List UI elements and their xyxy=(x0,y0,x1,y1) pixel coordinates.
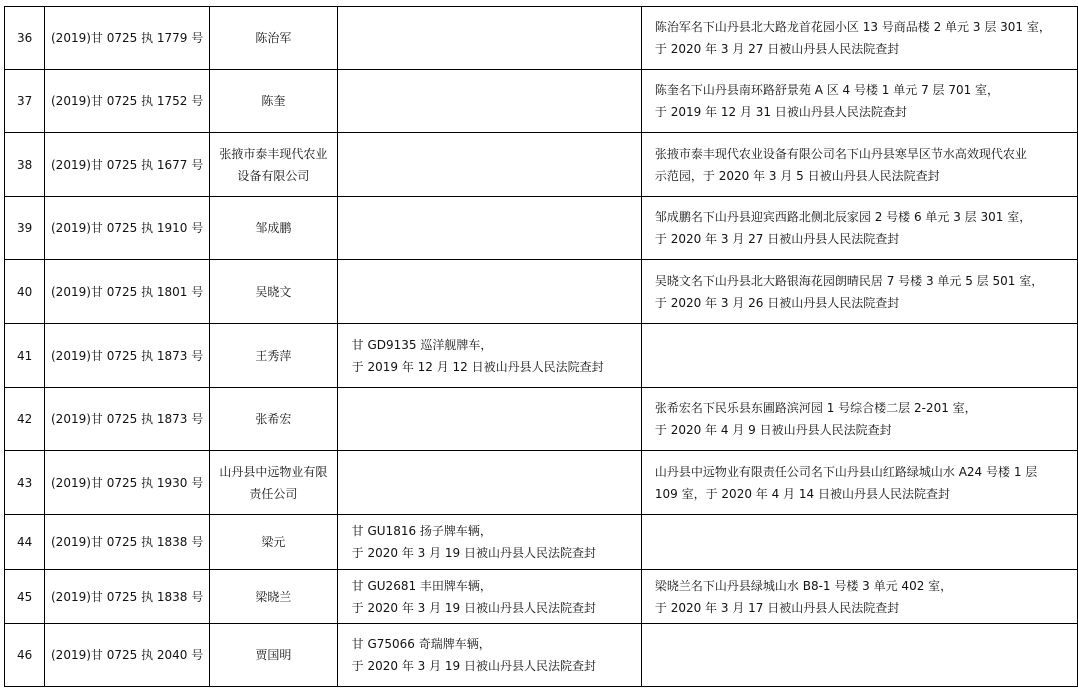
vehicle-seizure xyxy=(337,451,641,515)
property-seizure-line: 梁晓兰名下山丹县绿城山水 B8-1 号楼 3 单元 402 室， xyxy=(654,578,953,593)
table-row xyxy=(5,451,1078,515)
vehicle-seizure-line: 于 2019 年 12 月 12 日被山丹县人民法院查封 xyxy=(351,359,604,374)
property-seizure xyxy=(641,7,1077,70)
party-name-line: 梁晓兰 xyxy=(255,589,292,604)
case-number: (2019)甘 0725 执 1752 号 xyxy=(45,70,210,133)
table-row xyxy=(5,515,1078,570)
case-number: (2019)甘 0725 执 2040 号 xyxy=(45,624,210,687)
property-seizure-line: 山丹县中远物业有限责任公司名下山丹县山红路绿城山水 A24 号楼 1 层 xyxy=(654,464,1038,479)
property-seizure xyxy=(641,624,1077,687)
vehicle-seizure-line: 甘 GU1816 扬子牌车辆， xyxy=(351,524,492,538)
property-seizure xyxy=(641,324,1077,388)
vehicle-seizure-line: 甘 GD9135 巡洋舰牌车， xyxy=(351,337,493,352)
party-name-line: 梁元 xyxy=(261,535,286,549)
vehicle-seizure xyxy=(337,515,641,570)
party-name-line: 设备有限公司 xyxy=(237,168,310,183)
table-row xyxy=(5,624,1078,687)
row-number: 45 xyxy=(5,570,45,624)
party-name xyxy=(210,133,338,197)
property-seizure-line: 于 2020 年 3 月 17 日被山丹县人民法院查封 xyxy=(654,600,900,615)
party-name xyxy=(210,388,338,451)
table-row xyxy=(5,70,1078,133)
property-seizure-line: 邹成鹏名下山丹县迎宾西路北侧北辰家园 2 号楼 6 单元 3 层 301 室， xyxy=(654,210,1032,224)
property-seizure-line: 于 2020 年 3 月 27 日被山丹县人民法院查封 xyxy=(654,42,900,56)
party-name xyxy=(210,624,338,687)
property-seizure xyxy=(641,388,1077,451)
property-seizure-line: 吴晓文名下山丹县北大路银海花园朗晴民居 7 号楼 3 单元 5 层 501 室， xyxy=(654,273,1044,288)
row-number: 37 xyxy=(5,70,45,133)
case-number: (2019)甘 0725 执 1779 号 xyxy=(45,7,210,70)
table-row xyxy=(5,133,1078,197)
case-number: (2019)甘 0725 执 1677 号 xyxy=(45,133,210,197)
case-number: (2019)甘 0725 执 1838 号 xyxy=(45,570,210,624)
vehicle-seizure xyxy=(337,70,641,133)
table-body xyxy=(5,7,1078,687)
property-seizure xyxy=(641,451,1077,515)
party-name xyxy=(210,570,338,624)
row-number: 41 xyxy=(5,324,45,388)
vehicle-seizure xyxy=(337,624,641,687)
row-number: 39 xyxy=(5,197,45,260)
table-row xyxy=(5,197,1078,260)
vehicle-seizure-line: 于 2020 年 3 月 19 日被山丹县人民法院查封 xyxy=(351,659,596,673)
property-seizure-line: 于 2020 年 3 月 26 日被山丹县人民法院查封 xyxy=(654,295,900,310)
vehicle-seizure xyxy=(337,324,641,388)
property-seizure xyxy=(641,133,1077,197)
property-seizure xyxy=(641,70,1077,133)
table-row xyxy=(5,570,1078,624)
party-name xyxy=(210,197,338,260)
property-seizure xyxy=(641,515,1077,570)
party-name xyxy=(210,7,338,70)
vehicle-seizure xyxy=(337,197,641,260)
row-number: 43 xyxy=(5,451,45,515)
table-row xyxy=(5,324,1078,388)
case-number: (2019)甘 0725 执 1838 号 xyxy=(45,515,210,570)
party-name xyxy=(210,515,338,570)
party-name xyxy=(210,260,338,324)
party-name xyxy=(210,324,338,388)
party-name-line: 山丹县中远物业有限 xyxy=(219,464,328,479)
party-name xyxy=(210,451,338,515)
case-number: (2019)甘 0725 执 1873 号 xyxy=(45,324,210,388)
vehicle-seizure-line: 于 2020 年 3 月 19 日被山丹县人民法院查封 xyxy=(351,546,596,560)
table-row xyxy=(5,260,1078,324)
vehicle-seizure-line: 于 2020 年 3 月 19 日被山丹县人民法院查封 xyxy=(351,600,596,615)
vehicle-seizure xyxy=(337,133,641,197)
property-seizure-line: 陈治军名下山丹县北大路龙首花园小区 13 号商品楼 2 单元 3 层 301 室， xyxy=(654,20,1051,34)
property-seizure-line: 陈奎名下山丹县南环路舒景苑 A 区 4 号楼 1 单元 7 层 701 室， xyxy=(654,83,1000,97)
party-name-line: 邹成鹏 xyxy=(255,221,292,235)
property-seizure-line: 张掖市泰丰现代农业设备有限公司名下山丹县寒旱区节水高效现代农业 xyxy=(654,146,1027,161)
case-number: (2019)甘 0725 执 1801 号 xyxy=(45,260,210,324)
property-seizure-line: 于 2019 年 12 月 31 日被山丹县人民法院查封 xyxy=(654,105,907,119)
party-name-line: 陈治军 xyxy=(255,31,292,45)
row-number: 40 xyxy=(5,260,45,324)
case-number: (2019)甘 0725 执 1873 号 xyxy=(45,388,210,451)
vehicle-seizure xyxy=(337,7,641,70)
table-row xyxy=(5,388,1078,451)
vehicle-seizure xyxy=(337,388,641,451)
vehicle-seizure xyxy=(337,570,641,624)
party-name-line: 张希宏 xyxy=(255,412,292,426)
party-name-line: 陈奎 xyxy=(261,94,286,108)
party-name-line: 责任公司 xyxy=(249,486,298,501)
property-seizure xyxy=(641,260,1077,324)
party-name-line: 王秀萍 xyxy=(255,348,292,363)
property-seizure-line: 109 室，于 2020 年 4 月 14 日被山丹县人民法院查封 xyxy=(654,486,950,501)
case-number: (2019)甘 0725 执 1910 号 xyxy=(45,197,210,260)
property-seizure-line: 于 2020 年 4 月 9 日被山丹县人民法院查封 xyxy=(654,423,892,437)
party-name-line: 吴晓文 xyxy=(255,284,292,299)
property-seizure xyxy=(641,570,1077,624)
property-seizure xyxy=(641,197,1077,260)
party-name xyxy=(210,70,338,133)
party-name-line: 张掖市泰丰现代农业 xyxy=(219,146,328,161)
row-number: 44 xyxy=(5,515,45,570)
enforcement-table xyxy=(4,6,1078,687)
row-number: 38 xyxy=(5,133,45,197)
row-number: 42 xyxy=(5,388,45,451)
row-number: 46 xyxy=(5,624,45,687)
vehicle-seizure-line: 甘 GU2681 丰田牌车辆， xyxy=(351,578,492,593)
property-seizure-line: 张希宏名下民乐县东圃路滨河园 1 号综合楼二层 2-201 室， xyxy=(654,401,977,415)
vehicle-seizure-line: 甘 G75066 奇瑞牌车辆， xyxy=(351,637,491,651)
property-seizure-line: 于 2020 年 3 月 27 日被山丹县人民法院查封 xyxy=(654,232,900,246)
vehicle-seizure xyxy=(337,260,641,324)
table-row xyxy=(5,7,1078,70)
case-number: (2019)甘 0725 执 1930 号 xyxy=(45,451,210,515)
row-number: 36 xyxy=(5,7,45,70)
party-name-line: 贾国明 xyxy=(255,648,292,662)
property-seizure-line: 示范园，于 2020 年 3 月 5 日被山丹县人民法院查封 xyxy=(654,168,940,183)
